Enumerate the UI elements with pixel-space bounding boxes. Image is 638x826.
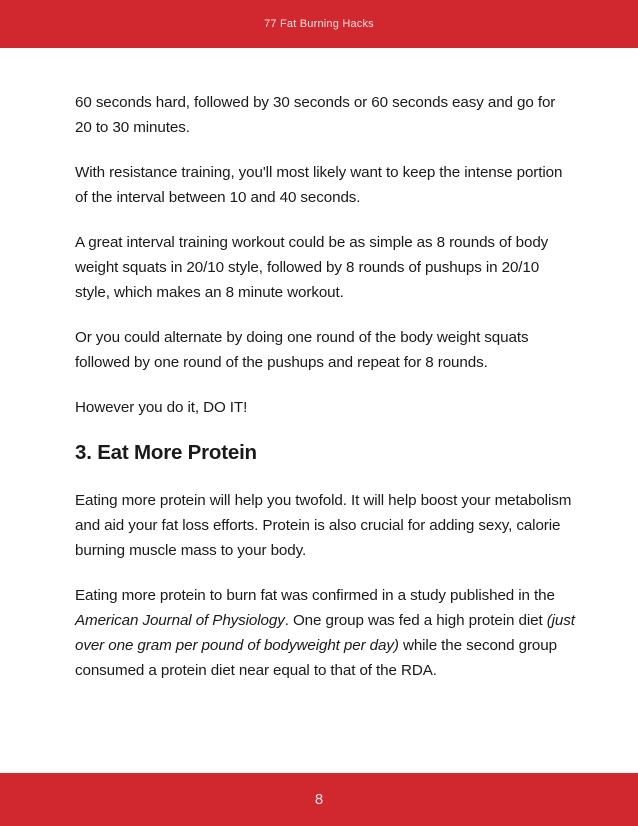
paragraph-interval-duration: 60 seconds hard, followed by 30 seconds or 60 seconds easy and go for 20 to 30 minutes. (75, 94, 556, 136)
page-content (75, 90, 575, 703)
paragraph-protein-benefits: Eating more protein will help you twofold. It will help boost your metabolism and aid your fat loss efforts. Protein is also crucial for adding sexy, calorie burning muscle mass to your body. (75, 492, 572, 559)
paragraph-do-it: However you do it, DO IT! (75, 399, 248, 416)
section-heading: 3. Eat More Protein (75, 441, 257, 464)
paragraph-resistance-training: With resistance training, you'll most likely want to keep the intense portion of the interval between 10 and 40 seconds. (75, 164, 563, 206)
paragraph-workout-example: A great interval training workout could be as simple as 8 rounds of body weight squats in 20/10 style, followed by 8 rounds of pushups in 20/10 style, which makes an 8 minute workout. (75, 234, 549, 301)
study-text-1: Eating more protein to burn fat was confirmed in a study published in the (75, 587, 555, 604)
paragraph-protein-study (75, 583, 575, 683)
journal-name: American Journal of Physiology (75, 612, 285, 629)
study-aside: (just over one gram per pound of bodyweight per day) (75, 612, 575, 654)
header-title: 77 Fat Burning Hacks (264, 18, 374, 30)
page-number: 8 (314, 791, 324, 808)
paragraph-alternate-rounds: Or you could alternate by doing one round of the body weight squats followed by one round of the pushups and repeat for 8 rounds. (75, 329, 529, 371)
page-footer (0, 773, 638, 826)
study-text-2: . One group was fed a high protein diet (284, 612, 547, 629)
study-text-3: while the second group consumed a protein diet near equal to that of the RDA. (75, 637, 557, 679)
page-header (0, 0, 638, 48)
